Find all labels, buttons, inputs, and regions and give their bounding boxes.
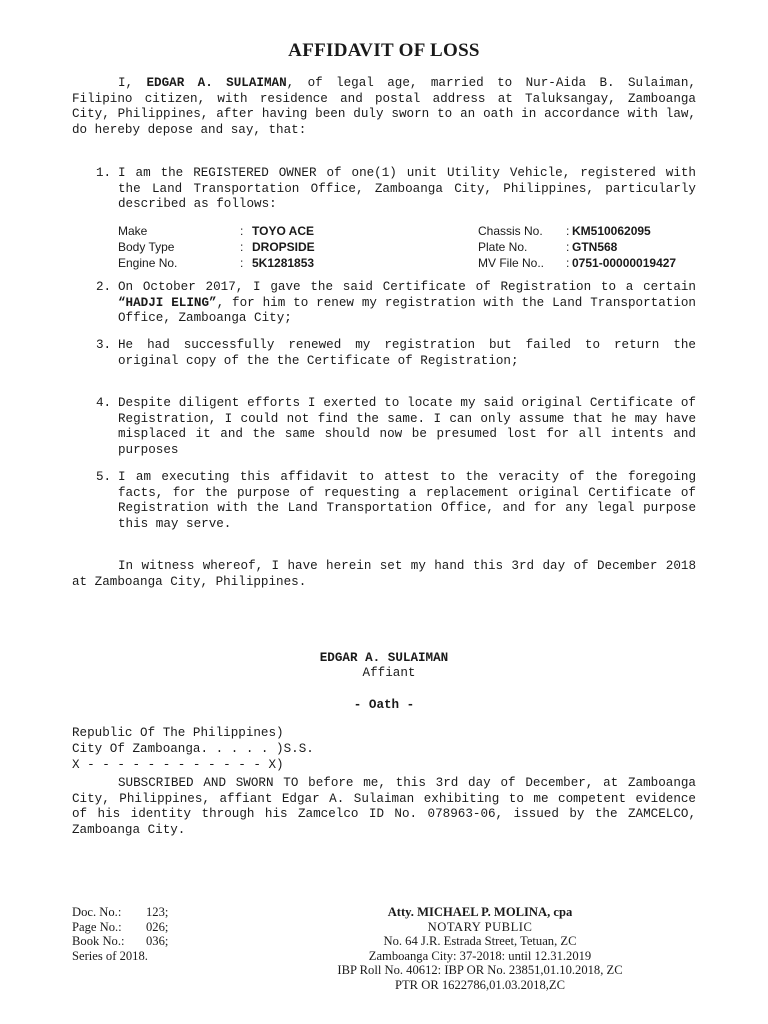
doc-info-row (72, 949, 168, 964)
item-number: 3. (96, 338, 112, 352)
document-title: AFFIDAVIT OF LOSS (288, 40, 480, 61)
doc-info-label: Page No.: (72, 919, 122, 934)
doc-info-row (72, 920, 168, 935)
doc-info-value: 026; (146, 919, 169, 934)
vehicle-value: GTN568 (572, 240, 618, 254)
intro-affiant-name: EDGAR A. SULAIMAN (146, 76, 287, 90)
vehicle-details-left (118, 223, 315, 271)
venue-line: X - - - - - - - - - - - - X) (72, 758, 284, 772)
vehicle-value: 0751-00000019427 (572, 256, 677, 270)
vehicle-value: KM510062095 (572, 224, 651, 238)
notary-line: IBP Roll No. 40612: IBP OR No. 23851,01.10.2018, ZC (337, 963, 623, 977)
notary-line: Zamboanga City: 37-2018: until 12.31.2019 (368, 948, 592, 963)
doc-info-row (72, 905, 168, 920)
doc-info-label: Series of 2018. (72, 948, 148, 963)
doc-info-value: 123; (146, 905, 169, 919)
vehicle-label: Body Type (118, 240, 175, 254)
notary-line: No. 64 J.R. Estrada Street, Tetuan, ZC (383, 934, 577, 948)
item-number: 5. (96, 470, 112, 484)
venue-line: Republic Of The Philippines) (72, 726, 284, 740)
vehicle-value: DROPSIDE (252, 240, 315, 254)
vehicle-sep: : (240, 256, 244, 270)
doc-info-label: Doc. No.: (72, 905, 122, 919)
item-text-bold-name: “HADJI ELING” (118, 295, 217, 310)
vehicle-value: TOYO ACE (252, 224, 315, 238)
doc-info (72, 905, 168, 963)
item-number: 1. (96, 166, 112, 180)
vehicle-details-right (478, 223, 676, 271)
item-text-pre: On October 2017, I gave the said Certificate of Registration to a certain (118, 280, 696, 294)
item-text: He had successfully renewed my registration but failed to return the original copy of the the Certificate of Registration; (118, 338, 696, 368)
intro-paragraph (72, 76, 696, 138)
intro-post: , of legal age, married to Nur-Aida B. Sulaiman, Filipino citizen, with residence and postal address at Taluksangay, Zamboanga City, Philippines, after having been duly sworn to an oath in accordance with law, do hereby depose and say, that: (72, 76, 696, 137)
subscribed-paragraph: SUBSCRIBED AND SWORN TO before me, this 3rd day of December, at Zamboanga City, Philippines, affiant Edgar A. Sulaiman exhibiting to me competent evidence of his identity through his Zamcelco ID No. 078963-06, issued by the ZAMCELCO, Zamboanga City. (72, 776, 696, 837)
doc-info-value: 036; (146, 934, 169, 948)
vehicle-label: Make (118, 224, 148, 238)
venue-line: City Of Zamboanga. . . . . )S.S. (72, 742, 314, 756)
vehicle-row (478, 255, 676, 271)
doc-info-row (72, 934, 168, 949)
affiant-role: Affiant (362, 666, 416, 680)
doc-info-label: Book No.: (72, 934, 125, 948)
vehicle-row (478, 223, 676, 239)
witness-paragraph: In witness whereof, I have herein set my hand this 3rd day of December 2018 at Zamboanga City, Philippines. (72, 559, 696, 589)
vehicle-sep: : (240, 224, 244, 238)
item-number: 2. (96, 280, 112, 294)
item-text: I am executing this affidavit to attest to the veracity of the foregoing facts, for the purpose of requesting a replacement original Certificate of Registration with the Land Transportation Office, and for any legal purpose this may serve. (118, 470, 696, 531)
vehicle-row (118, 239, 315, 255)
notary-block (290, 905, 670, 992)
vehicle-label: Engine No. (118, 256, 178, 270)
vehicle-row (118, 255, 315, 271)
notary-line: PTR OR 1622786,01.03.2018,ZC (394, 977, 566, 992)
vehicle-sep: : (240, 240, 244, 254)
item-text: I am the REGISTERED OWNER of one(1) unit Utility Vehicle, registered with the Land Transportation Office, Zamboanga City, Philippines, particularly described as follows: (118, 166, 696, 211)
vehicle-label: MV File No.. (478, 256, 545, 270)
item-number: 4. (96, 396, 112, 410)
oath-heading: - Oath - (353, 698, 415, 712)
vehicle-row (478, 239, 676, 255)
notary-title: NOTARY PUBLIC (427, 919, 533, 934)
affiant-name: EDGAR A. SULAIMAN (319, 651, 449, 665)
vehicle-sep: : (566, 224, 570, 238)
vehicle-label: Plate No. (478, 240, 528, 254)
vehicle-label: Chassis No. (478, 224, 543, 238)
vehicle-row (118, 223, 315, 239)
item-text-post: , for him to renew my registration with the Land Transportation Office, Zamboanga City; (118, 295, 696, 325)
vehicle-sep: : (566, 256, 570, 270)
vehicle-value: 5K1281853 (252, 256, 315, 270)
intro-pre: I, (118, 76, 147, 90)
vehicle-sep: : (566, 240, 570, 254)
notary-name: Atty. MICHAEL P. MOLINA, cpa (387, 905, 573, 919)
item-text: Despite diligent efforts I exerted to locate my said original Certificate of Registration, I could not find the same. I can only assume that he may have misplaced it and the same should now be presumed lost for all intents and purposes (118, 396, 696, 457)
item-text (118, 280, 696, 327)
